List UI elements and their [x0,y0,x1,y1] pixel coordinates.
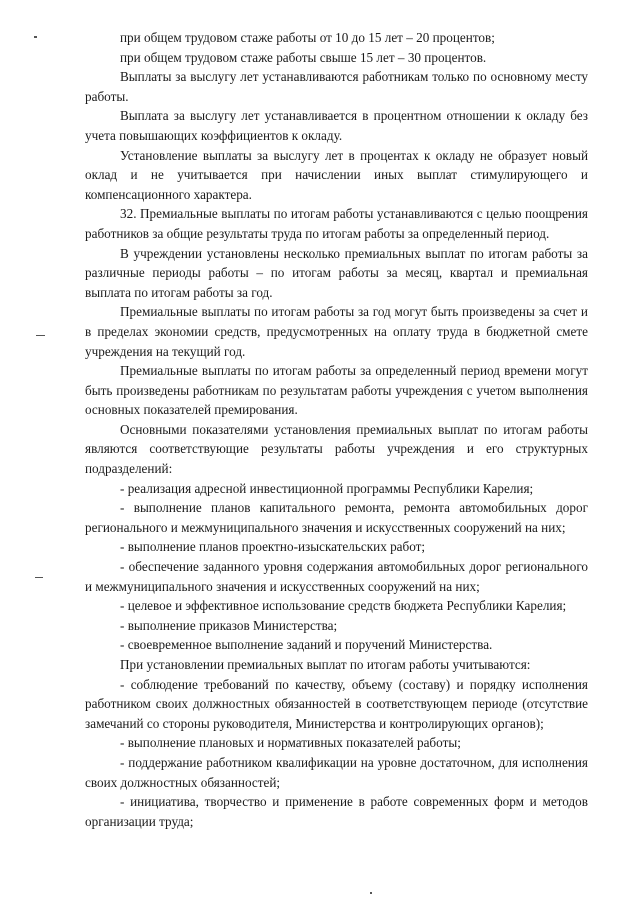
paragraph: при общем трудовом стаже работы от 10 до 15 лет – 20 процентов; [120,30,495,45]
paragraph: Выплата за выслугу лет устанавливается в процентном отношении к окладу без учета повышающих коэффициентов к окладу. [85,108,588,143]
list-item: - поддержание работником квалификации на уровне достаточном, для исполнения своих должностных обязанностей; [85,754,588,790]
list-item: - выполнение планов проектно-изыскательских работ; [120,539,426,555]
scan-mark [34,36,37,38]
paragraph: Премиальные выплаты по итогам работы за год могут быть произведены за счет и в пределах экономии средств, предусмотренных на оплату труда в бюджетной смете учреждения на текущий год. [85,304,588,359]
list-item: - выполнение плановых и нормативных показателей работы; [120,735,461,751]
paragraph: Премиальные выплаты по итогам работы за определенный период времени могут быть произведены работникам по результатам работы учреждения с учетом выполнения основных показателей премирования. [85,363,588,418]
list-item: - инициатива, творчество и применение в работе современных форм и методов организации труда; [85,794,588,829]
paragraph: Установление выплаты за выслугу лет в процентах к окладу не образует новый оклад и не учитывается при начислении иных выплат стимулирующего и компенсационного характера. [85,147,588,202]
list-item: - выполнение приказов Министерства; [120,617,338,633]
list-item: - выполнение планов капитального ремонта, ремонта автомобильных дорог регионального и межмуниципального значения и искусственных сооружений на них; [85,500,588,535]
list-item: - реализация адресной инвестиционной программы Республики Карелия; [120,480,534,496]
scan-mark [36,335,45,336]
paragraph: Основными показателями установления премиальных выплат по итогам работы являются соответствующие результаты работы учреждения и его структурных подразделений: [85,421,588,477]
list-item: - соблюдение требований по качеству, объему (составу) и порядку исполнения работником своих должностных обязанностей в соответствующем периоде (отсутствие замечаний со стороны руководителя, Министерства и контролирующих органов); [85,676,588,731]
paragraph: 32. Премиальные выплаты по итогам работы устанавливаются с целью поощрения работников за общие результаты труда по итогам работы за определенный период. [85,206,588,241]
paragraph: При установлении премиальных выплат по итогам работы учитываются: [120,657,531,672]
paragraph: при общем трудовом стаже работы свыше 15 лет – 30 процентов. [120,49,487,65]
scan-mark [35,577,43,578]
paragraph: В учреждении установлены несколько премиальных выплат по итогам работы за различные периоды работы – по итогам работы за месяц, квартал и премиальная выплата по итогам работы за год. [85,245,588,300]
list-item: - обеспечение заданного уровня содержания автомобильных дорог регионального и межмуниципального значения и искусственных сооружений на них; [85,559,588,594]
document-page [85,28,588,831]
list-item: - своевременное выполнение заданий и поручений Министерства. [120,637,493,653]
list-item: - целевое и эффективное использование средств бюджета Республики Карелия; [120,598,567,614]
paragraph: Выплаты за выслугу лет устанавливаются работникам только по основному месту работы. [85,69,588,104]
scan-mark [370,892,372,894]
